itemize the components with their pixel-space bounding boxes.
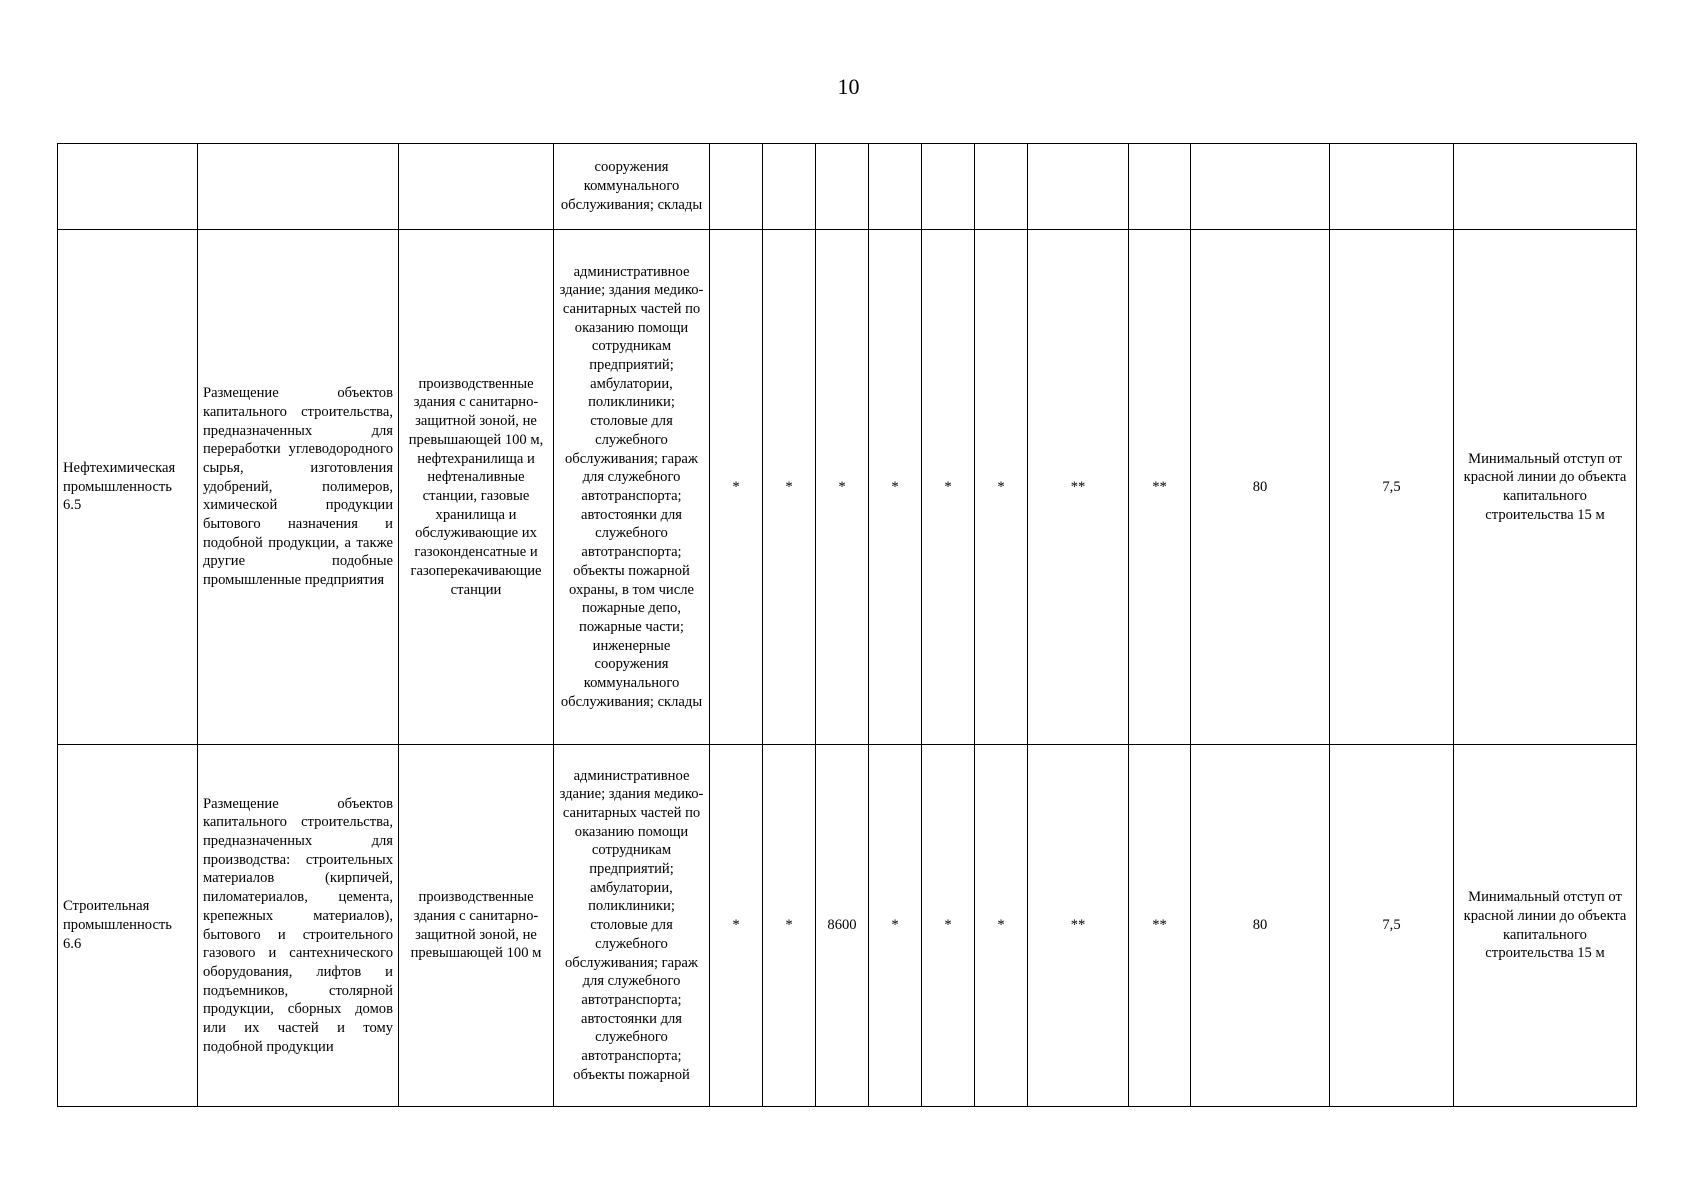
page-number: 10 xyxy=(837,74,860,99)
main-use-cell xyxy=(399,144,554,230)
auxiliary-use-cell: административное здание; здания медико-санитарных частей по оказанию помощи сотрудникам предприятий; амбулатории, поликлиники; столовые для служебного обслуживания; гараж для служебного автотранспорта; автостоянки для служебного автотранспорта; объекты пожарной xyxy=(554,745,710,1107)
land-use-name-cell: Строительная промышленность 6.6 xyxy=(58,745,198,1107)
parameter-cell: * xyxy=(869,230,922,745)
parameter-cell: 7,5 xyxy=(1330,230,1454,745)
table-row xyxy=(58,745,1637,1107)
parameter-cell xyxy=(869,144,922,230)
table-row xyxy=(58,144,1637,230)
parameter-cell xyxy=(922,144,975,230)
land-use-name-cell: Нефтехимическая промышленность 6.5 xyxy=(58,230,198,745)
parameter-cell: ** xyxy=(1129,745,1191,1107)
parameter-cell: ** xyxy=(1028,230,1129,745)
parameter-cell xyxy=(763,144,816,230)
parameter-cell: * xyxy=(710,230,763,745)
parameter-cell: 80 xyxy=(1191,745,1330,1107)
parameter-cell: * xyxy=(922,745,975,1107)
land-use-description-cell: Размещение объектов капитального строительства, предназначенных для переработки углеводородного сырья, изготовления удобрений, полимеров, химической продукции бытового назначения и подобной продукции, а также другие подобные промышленные предприятия xyxy=(198,230,399,745)
parameter-cell: * xyxy=(763,745,816,1107)
parameter-cell xyxy=(816,144,869,230)
parameter-cell: ** xyxy=(1028,745,1129,1107)
parameter-cell: * xyxy=(816,230,869,745)
land-use-description-cell: Размещение объектов капитального строительства, предназначенных для производства: строительных материалов (кирпичей, пиломатериалов, цемента, крепежных материалов), бытового и строительного газового и сантехнического оборудования, лифтов и подъемников, столярной продукции, сборных домов или их частей и тому подобной продукции xyxy=(198,745,399,1107)
parameter-cell: 8600 xyxy=(816,745,869,1107)
zoning-regulations-table xyxy=(57,143,1637,1107)
parameter-cell: * xyxy=(710,745,763,1107)
auxiliary-use-cell: административное здание; здания медико-санитарных частей по оказанию помощи сотрудникам предприятий; амбулатории, поликлиники; столовые для служебного обслуживания; гараж для служебного автотранспорта; автостоянки для служебного автотранспорта; объекты пожарной охраны, в том числе пожарные депо, пожарные части; инженерные сооружения коммунального обслуживания; склады xyxy=(554,230,710,745)
parameter-cell xyxy=(710,144,763,230)
parameter-cell: 80 xyxy=(1191,230,1330,745)
parameter-cell xyxy=(1129,144,1191,230)
note-cell xyxy=(1454,144,1637,230)
note-cell: Минимальный отступ от красной линии до объекта капитального строительства 15 м xyxy=(1454,745,1637,1107)
table-body xyxy=(58,144,1637,1107)
land-use-description-cell xyxy=(198,144,399,230)
parameter-cell: * xyxy=(975,230,1028,745)
main-use-cell: производственные здания с санитарно-защитной зоной, не превышающей 100 м, нефтехранилища и нефтеналивные станции, газовые хранилища и обслуживающие их газоконденсатные и газоперекачивающие станции xyxy=(399,230,554,745)
parameter-cell xyxy=(1330,144,1454,230)
parameter-cell: * xyxy=(975,745,1028,1107)
parameter-cell: ** xyxy=(1129,230,1191,745)
auxiliary-use-cell: сооружения коммунального обслуживания; склады xyxy=(554,144,710,230)
parameter-cell: * xyxy=(763,230,816,745)
main-use-cell: производственные здания с санитарно-защитной зоной, не превышающей 100 м xyxy=(399,745,554,1107)
parameter-cell xyxy=(1191,144,1330,230)
parameter-cell xyxy=(975,144,1028,230)
parameter-cell: * xyxy=(869,745,922,1107)
table-row xyxy=(58,230,1637,745)
parameter-cell xyxy=(1028,144,1129,230)
note-cell: Минимальный отступ от красной линии до объекта капитального строительства 15 м xyxy=(1454,230,1637,745)
parameter-cell: * xyxy=(922,230,975,745)
parameter-cell: 7,5 xyxy=(1330,745,1454,1107)
land-use-name-cell xyxy=(58,144,198,230)
